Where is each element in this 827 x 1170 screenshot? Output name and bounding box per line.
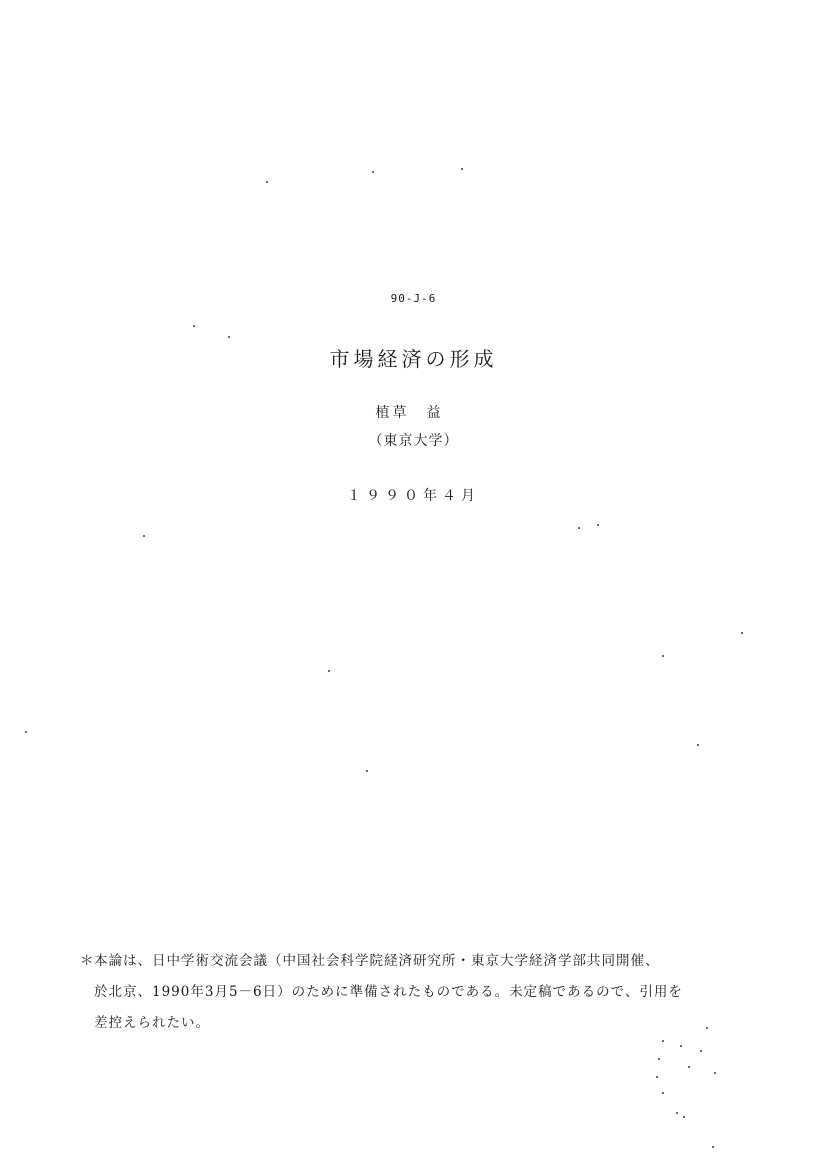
document-title: 市場経済の形成: [329, 347, 498, 371]
scan-speck: [676, 1112, 678, 1114]
scan-speck: [372, 171, 374, 173]
footnote-line-2: 於北京、1990年3月5－6日）のために準備されたものである。未定稿であるので、引用を: [94, 984, 683, 1000]
scan-speck: [366, 770, 368, 772]
scan-speck: [741, 632, 743, 634]
footnote-line-1: [80, 946, 770, 977]
scan-speck: [714, 1072, 716, 1074]
scan-speck: [662, 1040, 664, 1042]
scan-speck: [683, 1116, 685, 1118]
document-code: 90-J-6: [390, 292, 437, 305]
scan-speck: [461, 168, 463, 170]
scan-speck: [228, 336, 230, 338]
footnote-text-1: 本論は、日中学術交流会議（中国社会科学院経済研究所・東京大学経済学部共同開催、: [94, 953, 660, 969]
scan-speck: [143, 535, 145, 537]
scan-speck: [688, 1066, 690, 1068]
footnote-marker: ＊: [80, 953, 95, 969]
scan-speck: [25, 731, 27, 733]
scan-speck: [662, 1092, 664, 1094]
scan-speck: [706, 1027, 708, 1029]
scan-speck: [266, 181, 268, 183]
scan-speck: [193, 325, 195, 327]
scan-speck: [680, 1045, 682, 1047]
footnote: [80, 946, 770, 1039]
footnote-line-3: 差控えられたい。: [94, 1015, 210, 1031]
document-date: １９９０年４月: [347, 488, 480, 504]
author-name: 植草 益: [375, 405, 444, 421]
scan-speck: [697, 744, 699, 746]
author-affiliation: （東京大学）: [368, 433, 459, 449]
scan-speck: [700, 1050, 702, 1052]
scan-speck: [578, 527, 580, 529]
scan-speck: [658, 1058, 660, 1060]
scan-speck: [328, 670, 330, 672]
scan-speck: [662, 655, 664, 657]
scan-speck: [597, 524, 599, 526]
scan-speck: [656, 1076, 658, 1078]
scan-speck: [712, 1146, 714, 1148]
